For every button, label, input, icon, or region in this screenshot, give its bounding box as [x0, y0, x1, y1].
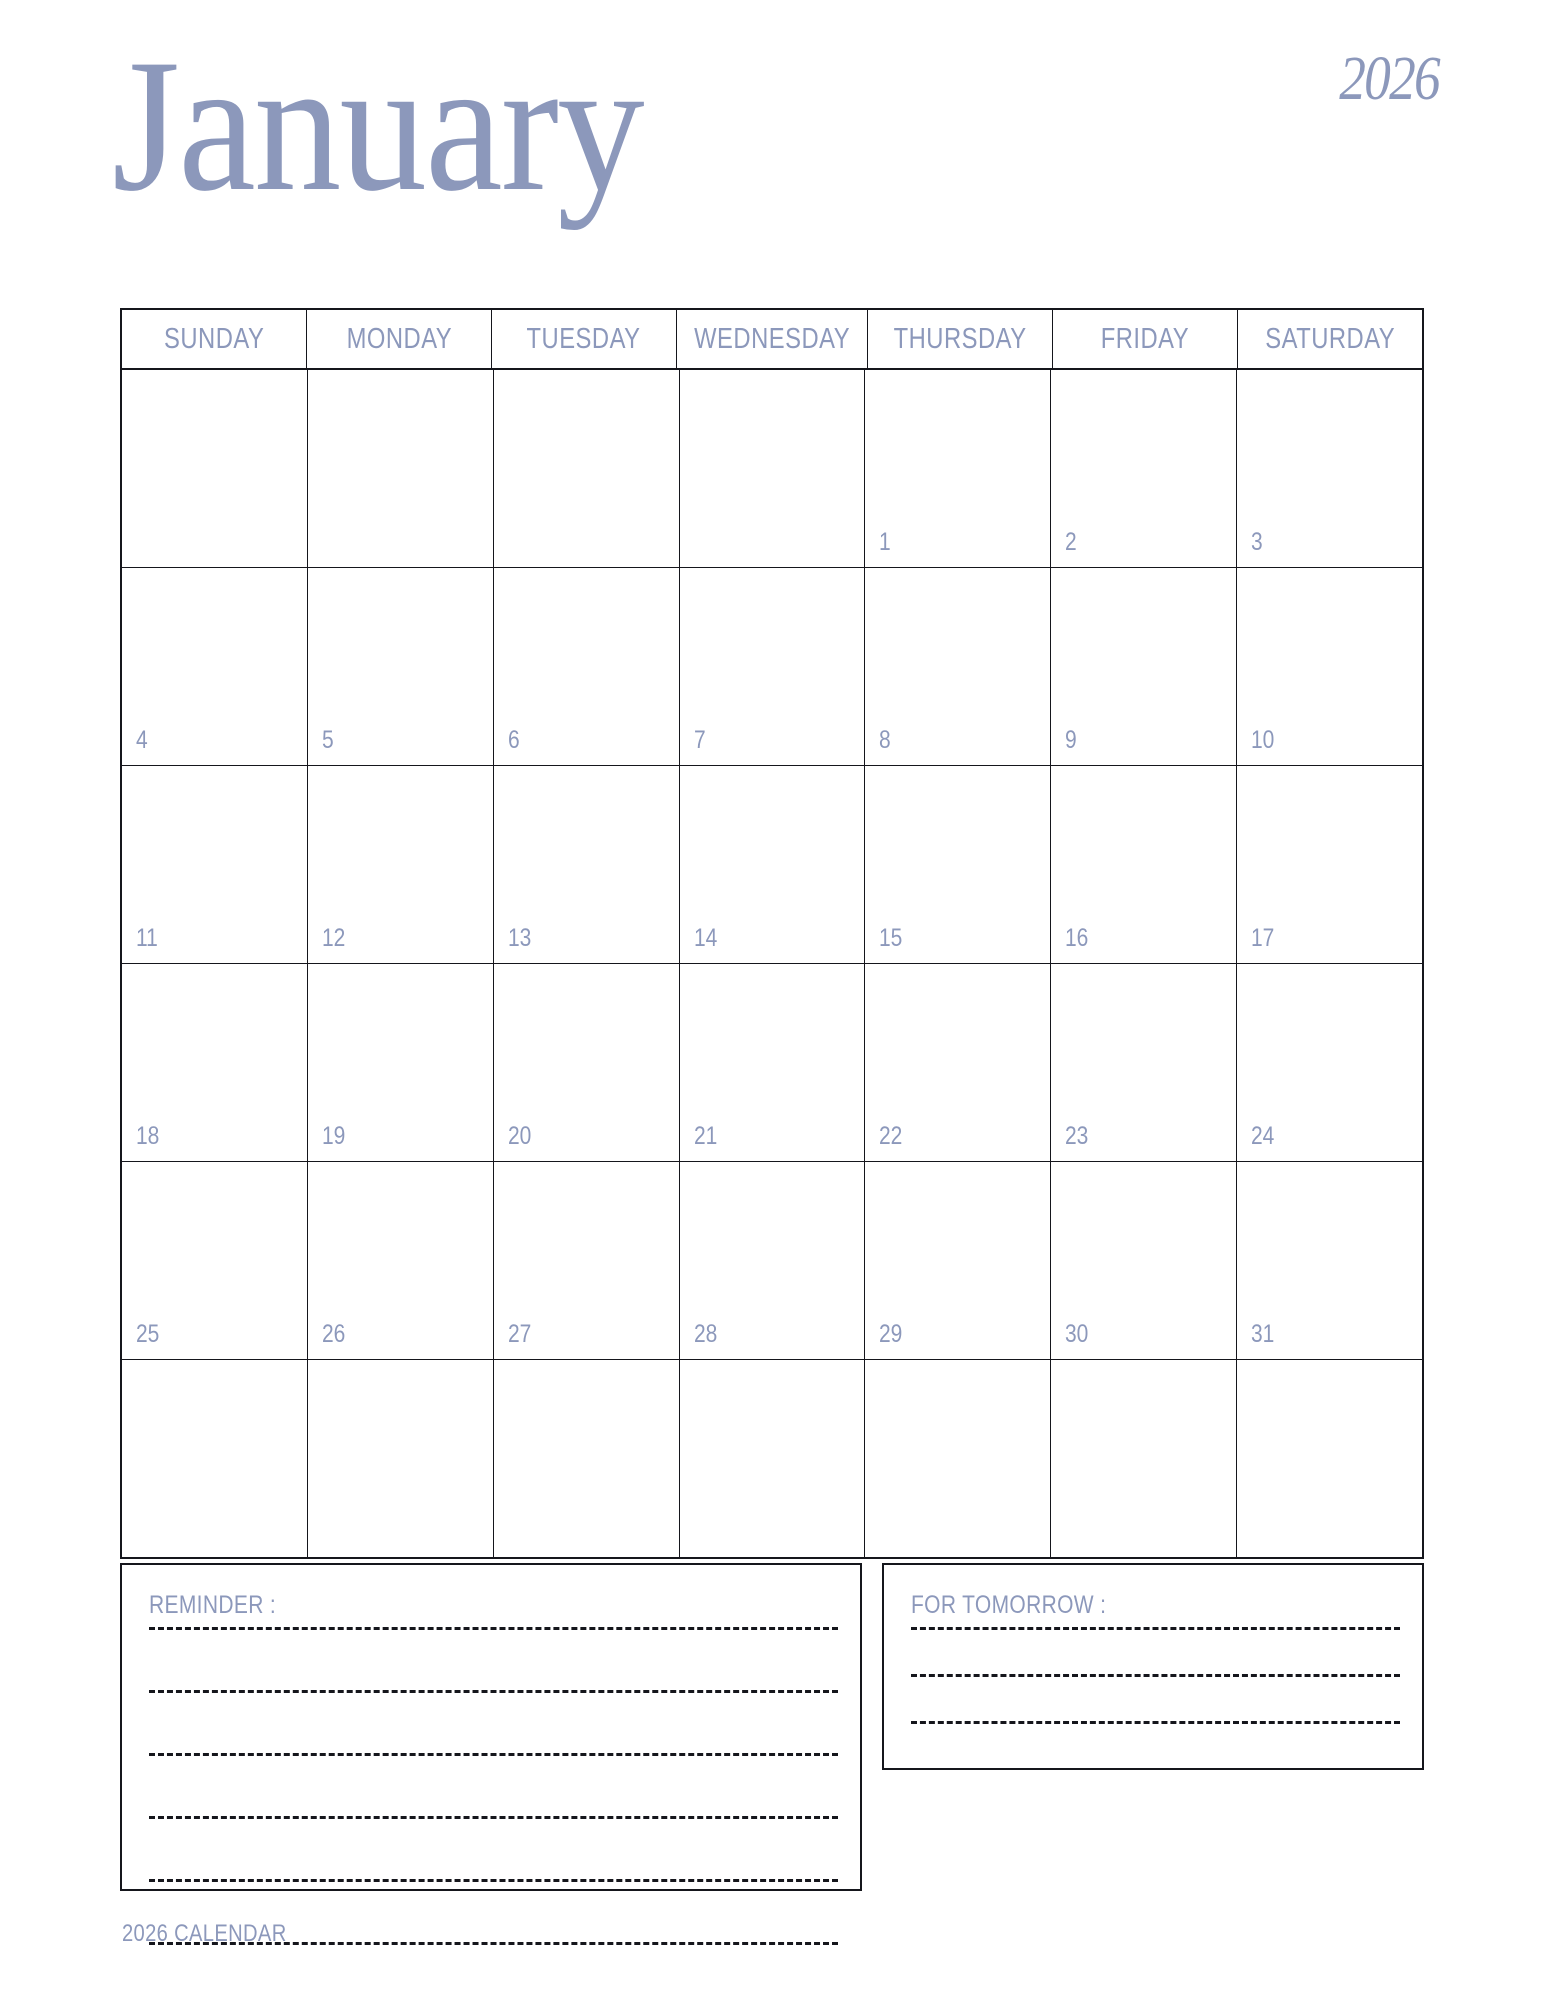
day-cell[interactable] [680, 370, 866, 567]
day-number: 13 [507, 924, 532, 952]
day-number: 4 [136, 726, 148, 754]
day-cell[interactable] [1237, 1162, 1422, 1359]
day-cell[interactable] [680, 568, 866, 765]
day-number: 3 [1251, 528, 1263, 556]
day-number: 7 [693, 726, 706, 754]
writing-line[interactable] [911, 1627, 1400, 1630]
day-number: 12 [321, 924, 346, 952]
day-number: 19 [321, 1122, 346, 1150]
weekday-header-sunday [122, 310, 307, 368]
day-cell[interactable] [1237, 964, 1422, 1161]
day-cell[interactable] [865, 1162, 1051, 1359]
day-cell[interactable] [494, 1360, 680, 1557]
calendar-grid [120, 308, 1424, 1559]
day-number: 15 [879, 924, 903, 952]
day-cell[interactable] [1051, 1162, 1237, 1359]
day-number: 31 [1251, 1320, 1275, 1348]
writing-line[interactable] [149, 1627, 838, 1630]
weekday-header-saturday [1238, 310, 1422, 368]
reminder-box[interactable] [120, 1563, 862, 1891]
day-cell[interactable] [865, 568, 1051, 765]
day-number: 14 [693, 924, 717, 952]
for-tomorrow-box[interactable] [882, 1563, 1424, 1770]
weekday-label: WEDNESDAY [694, 322, 850, 355]
weekday-label: THURSDAY [893, 322, 1027, 355]
day-cell[interactable] [494, 1162, 680, 1359]
day-cell[interactable] [865, 964, 1051, 1161]
day-cell[interactable] [122, 964, 308, 1161]
writing-line[interactable] [149, 1753, 838, 1756]
day-cell[interactable] [1051, 766, 1237, 963]
day-cell[interactable] [680, 964, 866, 1161]
weekday-header-row [122, 310, 1422, 370]
day-number: 2 [1065, 528, 1077, 556]
day-cell[interactable] [494, 964, 680, 1161]
day-cell[interactable] [122, 1360, 308, 1557]
day-number: 10 [1251, 726, 1275, 754]
day-cell[interactable] [1237, 370, 1422, 567]
day-cell[interactable] [1051, 1360, 1237, 1557]
day-cell[interactable] [865, 766, 1051, 963]
day-cell[interactable] [308, 964, 494, 1161]
day-cell[interactable] [494, 568, 680, 765]
week-row [122, 766, 1422, 964]
writing-line[interactable] [911, 1721, 1400, 1724]
day-cell[interactable] [1051, 568, 1237, 765]
day-cell[interactable] [680, 766, 866, 963]
day-number: 30 [1065, 1320, 1089, 1348]
day-number: 27 [507, 1320, 532, 1348]
day-cell[interactable] [680, 1162, 866, 1359]
week-row [122, 1360, 1422, 1559]
writing-line[interactable] [149, 1690, 838, 1693]
day-cell[interactable] [494, 370, 680, 567]
weekday-header-wednesday [677, 310, 868, 368]
day-number: 17 [1251, 924, 1275, 952]
weekday-label: FRIDAY [1100, 322, 1190, 355]
reminder-label: REMINDER : [149, 1591, 277, 1619]
footer-label: 2026 CALENDAR [122, 1920, 287, 1947]
for-tomorrow-label: FOR TOMORROW : [911, 1591, 1107, 1619]
day-cell[interactable] [122, 370, 308, 567]
page-header [0, 0, 1545, 300]
weekday-label: MONDAY [346, 322, 452, 355]
writing-line[interactable] [149, 1816, 838, 1819]
day-number: 18 [136, 1122, 160, 1150]
day-number: 16 [1065, 924, 1089, 952]
reminder-writing-lines[interactable] [149, 1627, 838, 2005]
writing-line[interactable] [149, 1879, 838, 1882]
weekday-label: SUNDAY [163, 322, 265, 355]
day-cell[interactable] [308, 370, 494, 567]
day-cell[interactable] [1051, 964, 1237, 1161]
day-number: 21 [693, 1122, 717, 1150]
day-cell[interactable] [308, 1162, 494, 1359]
day-cell[interactable] [680, 1360, 866, 1557]
day-cell[interactable] [1051, 370, 1237, 567]
day-number: 5 [321, 726, 334, 754]
day-number: 20 [507, 1122, 532, 1150]
day-number: 11 [136, 924, 158, 952]
day-cell[interactable] [1237, 1360, 1422, 1557]
day-number: 25 [136, 1320, 160, 1348]
day-number: 23 [1065, 1122, 1089, 1150]
day-number: 1 [879, 528, 892, 556]
week-row [122, 370, 1422, 568]
weekday-label: TUESDAY [526, 322, 641, 355]
writing-line[interactable] [911, 1674, 1400, 1677]
day-cell[interactable] [1237, 568, 1422, 765]
day-cell[interactable] [865, 370, 1051, 567]
for-tomorrow-writing-lines[interactable] [911, 1627, 1400, 1768]
day-cell[interactable] [308, 766, 494, 963]
day-number: 26 [321, 1320, 346, 1348]
day-number: 9 [1065, 726, 1077, 754]
week-row [122, 568, 1422, 766]
weekday-label: SATURDAY [1265, 322, 1395, 355]
day-cell[interactable] [122, 568, 308, 765]
week-row [122, 1162, 1422, 1360]
week-row [122, 964, 1422, 1162]
day-number: 6 [507, 726, 520, 754]
day-number: 8 [879, 726, 892, 754]
weekday-header-monday [307, 310, 492, 368]
day-cell[interactable] [494, 766, 680, 963]
weekday-header-friday [1053, 310, 1238, 368]
day-cell[interactable] [122, 766, 308, 963]
day-number: 24 [1251, 1122, 1275, 1150]
weekday-header-tuesday [492, 310, 677, 368]
day-number: 22 [879, 1122, 903, 1150]
day-number: 28 [693, 1320, 717, 1348]
day-cell[interactable] [865, 1360, 1051, 1557]
day-cell[interactable] [122, 1162, 308, 1359]
weekday-header-thursday [868, 310, 1053, 368]
day-cell[interactable] [308, 568, 494, 765]
month-title: January [112, 21, 643, 231]
year-label: 2026 [1339, 45, 1439, 113]
day-cell[interactable] [1237, 766, 1422, 963]
day-number: 29 [879, 1320, 903, 1348]
day-cell[interactable] [308, 1360, 494, 1557]
